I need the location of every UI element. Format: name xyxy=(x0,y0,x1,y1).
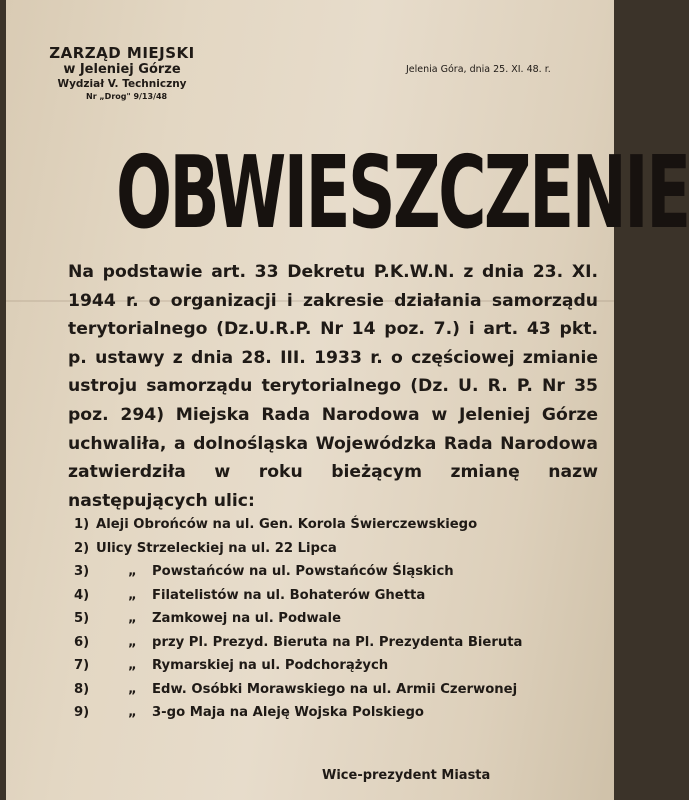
issuer-name: ZARZĄD MIEJSKI xyxy=(49,44,195,62)
list-item-number: 5) xyxy=(74,611,90,626)
list-item-number: 4) xyxy=(74,587,90,603)
list-item-number: 2) xyxy=(74,540,90,556)
ditto-mark: „ xyxy=(128,705,137,720)
ditto-mark: „ xyxy=(128,564,137,579)
notice-poster xyxy=(6,0,689,800)
list-item-number: 6) xyxy=(74,634,90,650)
list-item-text: Ulicy Strzeleckiej na ul. 22 Lipca xyxy=(96,540,337,556)
list-item-text: Filatelistów na ul. Bohaterów Ghetta xyxy=(152,587,426,603)
issuer-block xyxy=(22,44,222,102)
list-item-number: 9) xyxy=(74,705,90,720)
notice-body-text: Na podstawie art. 33 Dekretu P.K.W.N. z dnia 23. XI. 1944 r. o organizacji i zakresie działania samorządu terytorialnego (Dz.U.R.P. Nr 14 poz. 7.) i art. 43 pkt. p. ustawy z dnia 28. III. 1933 r. o częściowej zmianie ustroju samorządu terytorialnego (Dz. U. R. P. Nr 35 poz. 294) Miejska Rada Narodowa w Jeleniej Górze uchwaliła, a dolnośląska Wojewódzka Rada Narodowa zatwierdziła w roku bieżącym zmianę nazw następujących ulic: xyxy=(68,262,598,511)
list-item xyxy=(74,607,604,631)
list-item xyxy=(74,560,604,584)
list-item-text: Edw. Osóbki Morawskiego na ul. Armii Czerwonej xyxy=(152,681,518,697)
street-rename-list xyxy=(74,513,604,725)
issue-date: Jelenia Góra, dnia 25. XI. 48. r. xyxy=(406,64,551,75)
list-item-number: 8) xyxy=(74,681,90,697)
ditto-mark: „ xyxy=(128,611,137,626)
list-item-text: Powstańców na ul. Powstańców Śląskich xyxy=(152,564,454,579)
list-item-number: 3) xyxy=(74,564,90,579)
ditto-mark: „ xyxy=(128,681,137,697)
list-item-text: Aleji Obrońców na ul. Gen. Korola Świerczewskiego xyxy=(96,517,478,532)
reference-number: Nr „Drog" 9/13/48 xyxy=(86,92,168,101)
list-item-text: 3-go Maja na Aleję Wojska Polskiego xyxy=(152,705,424,720)
list-item xyxy=(74,701,604,725)
ditto-mark: „ xyxy=(128,658,137,673)
list-item xyxy=(74,584,604,608)
notice-body xyxy=(68,258,598,515)
list-item xyxy=(74,513,604,537)
signature-line: Wice-prezydent Miasta xyxy=(322,768,491,783)
list-item xyxy=(74,654,604,678)
issuer-city: w Jeleniej Górze xyxy=(63,62,181,77)
list-item-number: 1) xyxy=(74,517,90,532)
list-item-text: Rymarskiej na ul. Podchorążych xyxy=(152,658,389,673)
notice-title: OBWIESZCZENIE xyxy=(115,134,689,251)
list-item xyxy=(74,537,604,561)
list-item-number: 7) xyxy=(74,658,90,673)
issuer-department: Wydział V. Techniczny xyxy=(57,78,187,90)
ditto-mark: „ xyxy=(128,634,137,650)
list-item xyxy=(74,678,604,702)
list-item xyxy=(74,631,604,655)
list-item-text: Zamkowej na ul. Podwale xyxy=(152,611,342,626)
ditto-mark: „ xyxy=(128,587,137,603)
list-item-text: przy Pl. Prezyd. Bieruta na Pl. Prezydenta Bieruta xyxy=(152,634,523,650)
